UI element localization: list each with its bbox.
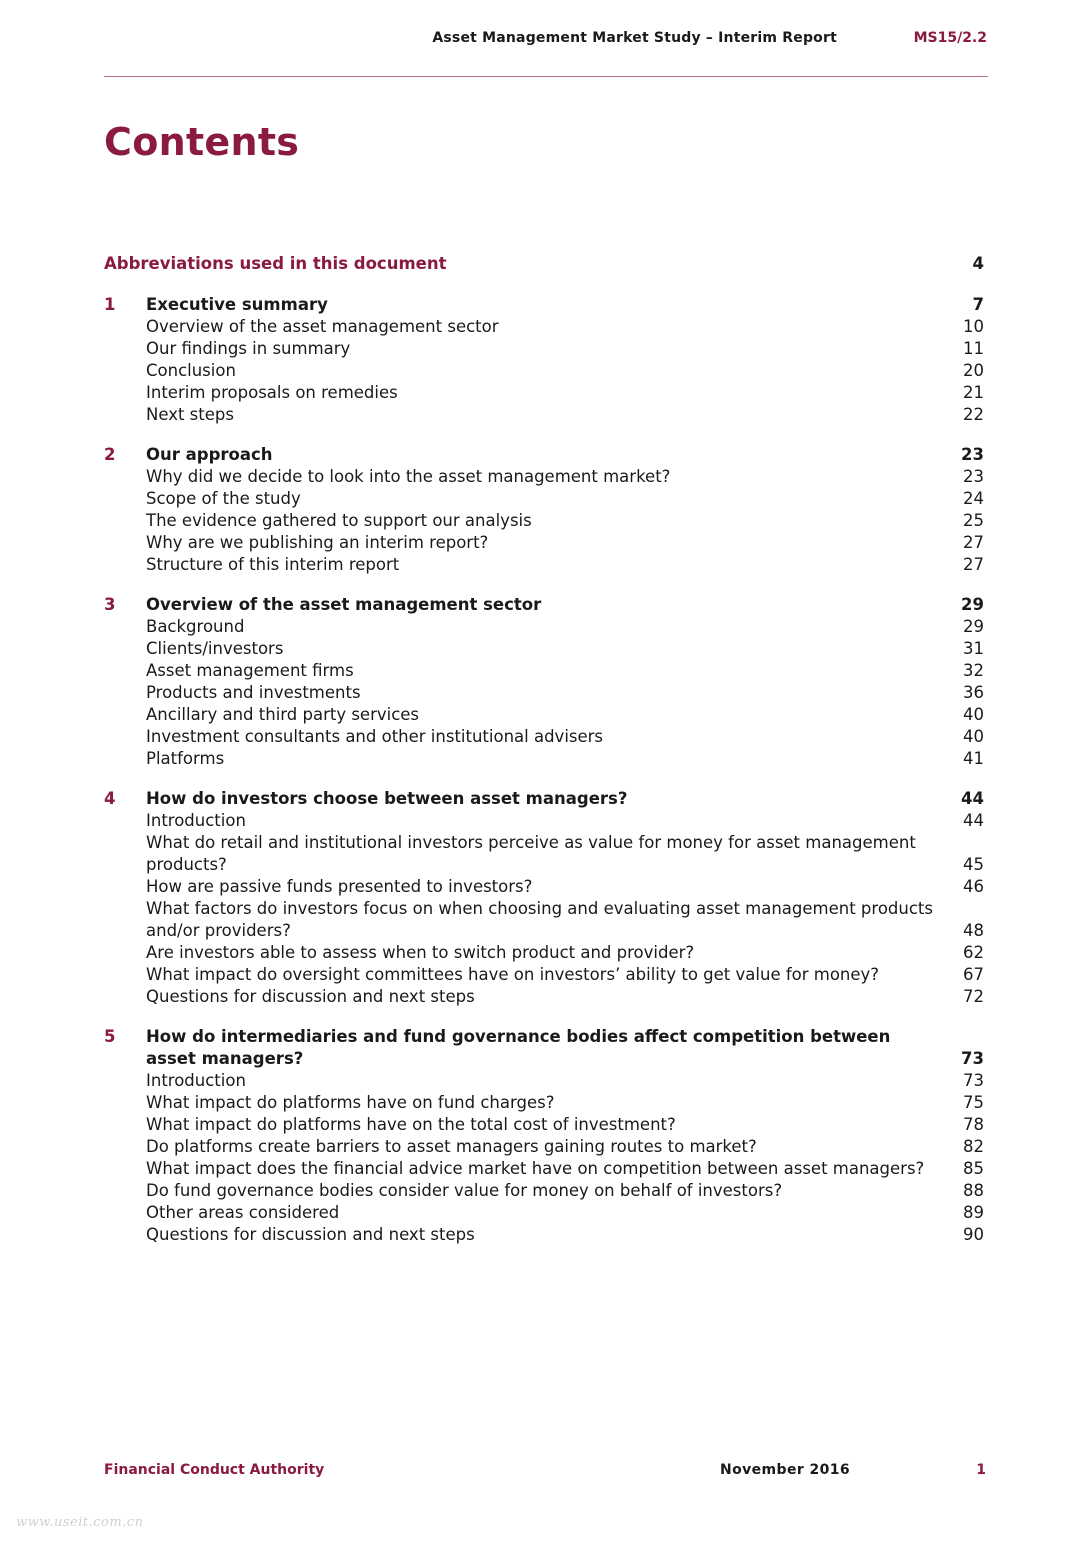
header-document-code: MS15/2.2 [913, 30, 987, 46]
toc-entry-page: 89 [963, 1203, 984, 1222]
toc-section-5 [104, 1026, 984, 1246]
toc-entry-label: What impact does the financial advice market have on competition between asset managers? [146, 1159, 925, 1178]
toc-entry-page: 85 [963, 1159, 984, 1178]
toc-entry-page: 82 [963, 1137, 984, 1156]
toc-entry-page: 73 [963, 1071, 984, 1090]
toc-entry[interactable] [104, 1158, 984, 1180]
toc-entry[interactable] [104, 360, 984, 382]
toc-entry[interactable] [104, 466, 984, 488]
page-footer [104, 1462, 988, 1482]
toc-entry-label: Questions for discussion and next steps [146, 987, 475, 1006]
toc-entry[interactable] [104, 1136, 984, 1158]
toc-entry-label: Platforms [146, 749, 225, 768]
toc-entry-page: 36 [963, 683, 984, 702]
toc-chapter-number: 2 [104, 445, 116, 464]
toc-entry[interactable] [104, 638, 984, 660]
toc-entry-label: What factors do investors focus on when choosing and evaluating asset management products and/or providers? [146, 899, 933, 940]
toc-entry-label: Interim proposals on remedies [146, 383, 398, 402]
toc-entry[interactable] [104, 964, 984, 986]
toc-entry[interactable] [104, 554, 984, 576]
watermark: www.useit.com.cn [16, 1515, 144, 1530]
toc-entry-label: What impact do platforms have on the total cost of investment? [146, 1115, 676, 1134]
toc-entry[interactable] [104, 532, 984, 554]
toc-entry[interactable] [104, 488, 984, 510]
toc-chapter-page: 29 [961, 595, 984, 614]
toc-entry[interactable] [104, 616, 984, 638]
toc-section-4 [104, 788, 984, 1008]
toc-entry[interactable] [104, 1092, 984, 1114]
toc-entry[interactable] [104, 1224, 984, 1246]
toc-entry[interactable] [104, 810, 984, 832]
toc-chapter-title: Executive summary [146, 295, 328, 314]
toc-chapter-page: 23 [961, 445, 984, 464]
toc-entry-page: 11 [963, 339, 984, 358]
toc-entry-label: What do retail and institutional investors perceive as value for money for asset management products? [146, 833, 916, 874]
toc-entry-label: Do fund governance bodies consider value for money on behalf of investors? [146, 1181, 783, 1200]
toc-entry[interactable] [104, 986, 984, 1008]
toc-entry[interactable] [104, 704, 984, 726]
toc-chapter-heading[interactable] [104, 788, 984, 810]
toc-entry-page: 24 [963, 489, 984, 508]
toc-entry-label: Overview of the asset management sector [146, 317, 499, 336]
toc-entry[interactable] [104, 748, 984, 770]
toc-entry-label: Conclusion [146, 361, 236, 380]
toc-entry-page: 27 [963, 533, 984, 552]
toc-entry[interactable] [104, 404, 984, 426]
toc-section-2 [104, 444, 984, 576]
toc-entry-label: Scope of the study [146, 489, 301, 508]
toc-entry-page: 48 [963, 921, 984, 940]
toc-entry-label: How are passive funds presented to investors? [146, 877, 533, 896]
toc-entry-page: 21 [963, 383, 984, 402]
toc-entry-label: What impact do platforms have on fund charges? [146, 1093, 555, 1112]
toc-entry-label: Clients/investors [146, 639, 284, 658]
toc-entry-label: Background [146, 617, 245, 636]
toc-entry-label: Do platforms create barriers to asset managers gaining routes to market? [146, 1137, 757, 1156]
toc-entry-page: 72 [963, 987, 984, 1006]
toc-entry-page: 22 [963, 405, 984, 424]
toc-entry[interactable] [104, 1202, 984, 1224]
toc-entry[interactable] [104, 726, 984, 748]
toc-chapter-number: 5 [104, 1027, 116, 1046]
footer-date: November 2016 [720, 1462, 851, 1478]
toc-chapter-title: How do intermediaries and fund governance bodies affect competition between asset managers? [146, 1027, 891, 1068]
toc-entry[interactable] [104, 316, 984, 338]
toc-chapter-page: 44 [961, 789, 984, 808]
footer-organisation: Financial Conduct Authority [104, 1462, 325, 1478]
header-divider [104, 76, 988, 77]
toc-entry-abbreviations[interactable] [104, 253, 984, 275]
toc-entry[interactable] [104, 338, 984, 360]
toc-chapter-heading[interactable] [104, 1026, 984, 1070]
toc-entry-label: Abbreviations used in this document [104, 254, 447, 273]
toc-entry[interactable] [104, 1180, 984, 1202]
toc-entry[interactable] [104, 942, 984, 964]
toc-chapter-title: Overview of the asset management sector [146, 595, 542, 614]
toc-entry-label: Investment consultants and other institutional advisers [146, 727, 604, 746]
toc-chapter-title: Our approach [146, 445, 273, 464]
toc-entry[interactable] [104, 1070, 984, 1092]
toc-section-1 [104, 294, 984, 426]
toc-entry-page: 44 [963, 811, 984, 830]
toc-entry[interactable] [104, 1114, 984, 1136]
toc-entry[interactable] [104, 382, 984, 404]
toc-entry-page: 23 [963, 467, 984, 486]
toc-chapter-heading[interactable] [104, 444, 984, 466]
table-of-contents [104, 253, 984, 1264]
toc-entry[interactable] [104, 682, 984, 704]
toc-entry-label: Questions for discussion and next steps [146, 1225, 475, 1244]
toc-chapter-number: 1 [104, 295, 116, 314]
toc-entry-page: 4 [972, 254, 984, 273]
toc-entry-label: Why are we publishing an interim report? [146, 533, 489, 552]
toc-entry-page: 40 [963, 705, 984, 724]
toc-entry-page: 32 [963, 661, 984, 680]
toc-entry-page: 41 [963, 749, 984, 768]
toc-entry-page: 10 [963, 317, 984, 336]
toc-chapter-number: 3 [104, 595, 116, 614]
toc-entry-label: Other areas considered [146, 1203, 340, 1222]
footer-page-number: 1 [976, 1462, 986, 1478]
toc-entry-page: 31 [963, 639, 984, 658]
toc-entry-page: 40 [963, 727, 984, 746]
toc-entry[interactable] [104, 876, 984, 898]
toc-chapter-title: How do investors choose between asset managers? [146, 789, 628, 808]
toc-entry-label: Are investors able to assess when to switch product and provider? [146, 943, 695, 962]
toc-entry-label: Ancillary and third party services [146, 705, 420, 724]
toc-entry-label: Introduction [146, 811, 246, 830]
toc-entry-page: 27 [963, 555, 984, 574]
toc-entry-label: Products and investments [146, 683, 361, 702]
toc-entry-label: Introduction [146, 1071, 246, 1090]
toc-chapter-heading[interactable] [104, 294, 984, 316]
toc-section-3 [104, 594, 984, 770]
toc-entry[interactable] [104, 898, 984, 942]
page-title: Contents [104, 120, 300, 164]
toc-entry-page: 25 [963, 511, 984, 530]
toc-entry-label: What impact do oversight committees have on investors’ ability to get value for money? [146, 965, 880, 984]
toc-entry-page: 46 [963, 877, 984, 896]
toc-entry-page: 45 [963, 855, 984, 874]
toc-entry-label: Structure of this interim report [146, 555, 400, 574]
toc-entry-label: Asset management firms [146, 661, 354, 680]
page-header [104, 30, 987, 50]
toc-chapter-page: 73 [961, 1049, 984, 1068]
toc-chapter-page: 7 [972, 295, 984, 314]
toc-chapter-heading[interactable] [104, 594, 984, 616]
toc-chapters [104, 294, 984, 1246]
toc-entry-label: Why did we decide to look into the asset management market? [146, 467, 671, 486]
toc-entry-label: Our findings in summary [146, 339, 351, 358]
toc-entry-label: Next steps [146, 405, 234, 424]
toc-entry-page: 88 [963, 1181, 984, 1200]
toc-entry[interactable] [104, 832, 984, 876]
toc-entry[interactable] [104, 660, 984, 682]
header-title: Asset Management Market Study – Interim Report [432, 30, 837, 46]
toc-entry-page: 78 [963, 1115, 984, 1134]
toc-entry-page: 29 [963, 617, 984, 636]
toc-entry-page: 20 [963, 361, 984, 380]
toc-entry[interactable] [104, 510, 984, 532]
toc-entry-page: 90 [963, 1225, 984, 1244]
toc-chapter-number: 4 [104, 789, 116, 808]
toc-entry-page: 62 [963, 943, 984, 962]
toc-entry-page: 67 [963, 965, 984, 984]
toc-entry-label: The evidence gathered to support our analysis [146, 511, 532, 530]
toc-entry-page: 75 [963, 1093, 984, 1112]
